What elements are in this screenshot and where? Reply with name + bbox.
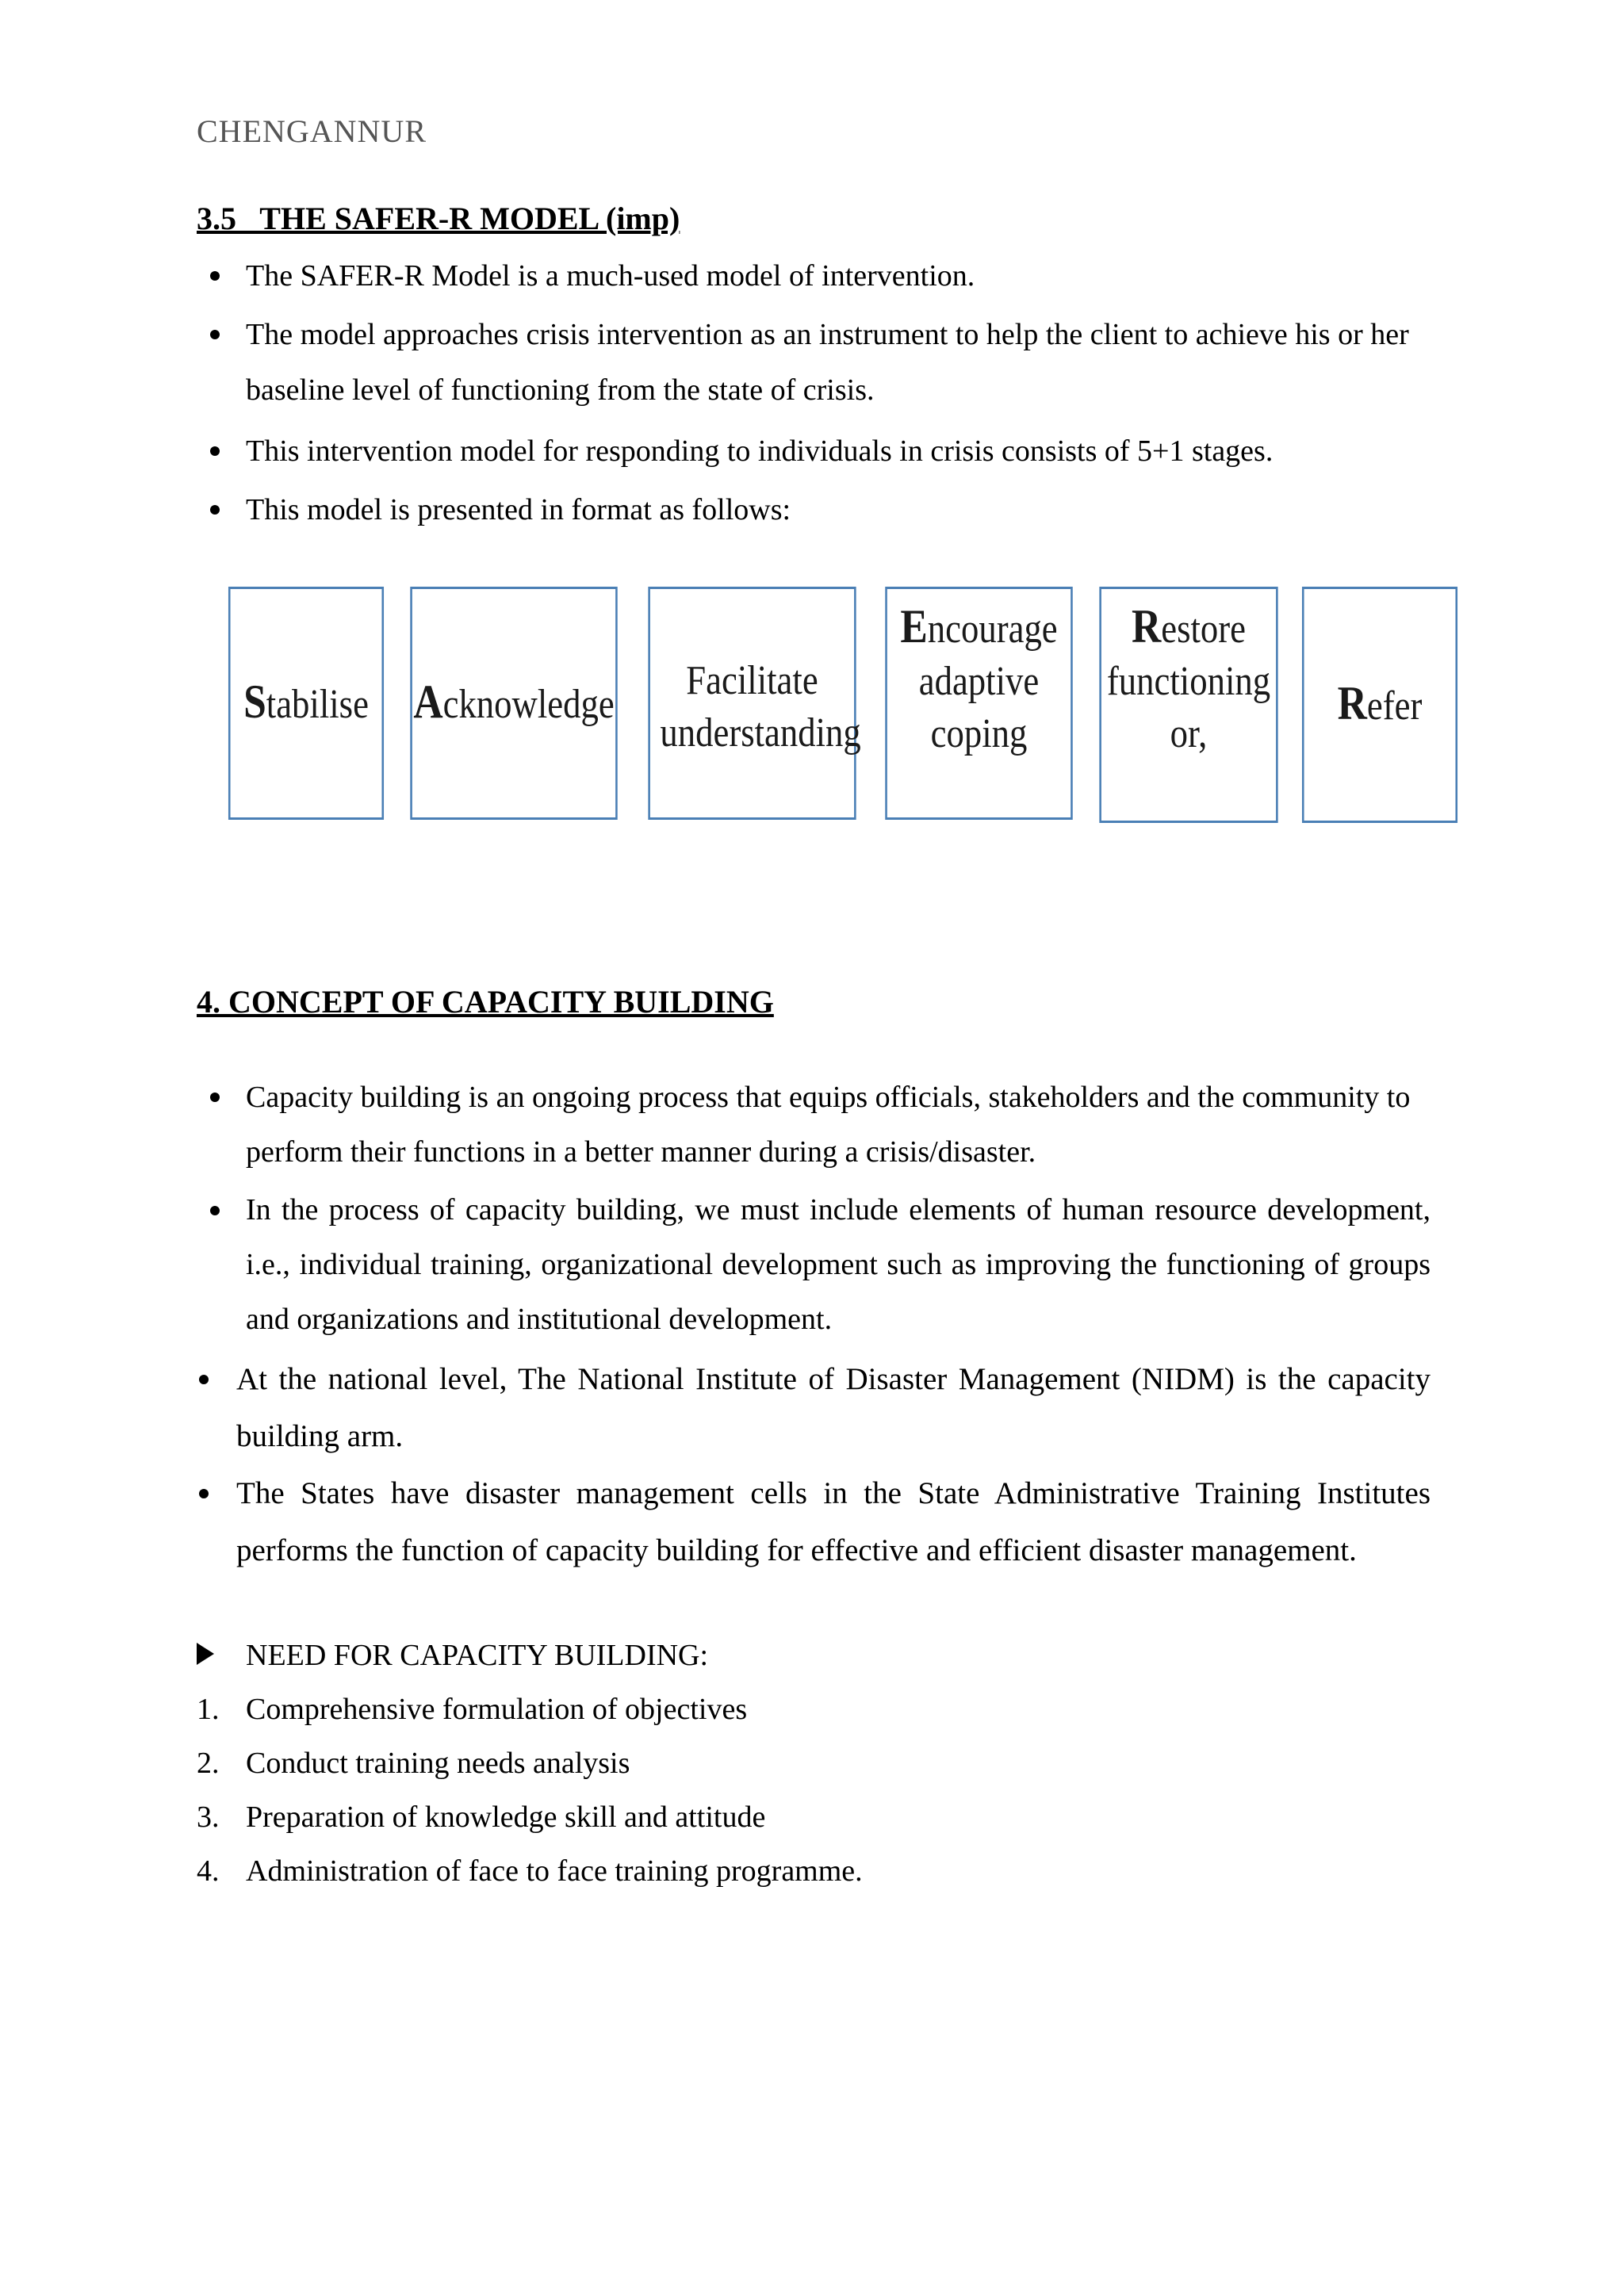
stage-restore — [1099, 587, 1277, 823]
section-3-5-bullet-2: The model approaches crisis intervention as an instrument to help the client to achieve his or her baseline level of functioning from the state of crisis. — [246, 318, 1409, 407]
bullet-dot — [199, 1489, 209, 1498]
need-item-number: 1. — [197, 1693, 220, 1726]
section-4-bullet-4: The States have disaster management cells in the State Administrative Training Institutes performs the function of capacity building for effective and efficient disaster management. — [236, 1476, 1431, 1567]
section-3-5-bullet-1: The SAFER-R Model is a much-used model of intervention. — [246, 259, 975, 293]
section-4-bullet-1: Capacity building is an ongoing process that equips officials, stakeholders and the community to perform their functions in a better manner during a crisis/disaster. — [246, 1081, 1411, 1169]
need-heading: NEED FOR CAPACITY BUILDING: — [246, 1639, 709, 1672]
need-item-text: Administration of face to face training programme. — [246, 1854, 863, 1888]
need-item-text: Preparation of knowledge skill and attitude — [246, 1800, 766, 1834]
section-3-5-heading: 3.5 THE SAFER-R MODEL (imp) — [197, 201, 680, 236]
need-item-text: Comprehensive formulation of objectives — [246, 1693, 748, 1726]
need-item-text: Conduct training needs analysis — [246, 1747, 630, 1780]
stage-label: Facilitate understanding — [660, 658, 861, 756]
stage-label: Stabilise — [243, 675, 369, 728]
stage-refer — [1302, 587, 1457, 823]
bullet-dot — [199, 1375, 209, 1384]
stage-label: Restore functioning or, — [1106, 600, 1271, 756]
bullet-dot — [210, 505, 220, 515]
stage-acknowledge — [410, 587, 617, 820]
section-3-5-bullet-4: This model is presented in format as follows: — [246, 493, 791, 526]
need-item-number: 2. — [197, 1747, 220, 1780]
bullet-dot — [210, 271, 220, 281]
section-4-heading: 4. CONCEPT OF CAPACITY BUILDING — [197, 984, 774, 1020]
need-item-number: 4. — [197, 1854, 220, 1888]
stage-facilitate — [648, 587, 861, 820]
page-header-cut — [197, 113, 514, 155]
bullet-dot — [210, 446, 220, 456]
safer-r-diagram — [216, 587, 1473, 823]
section-4-bullet-3: At the national level, The National Institute of Disaster Management (NIDM) is the capacity building arm. — [236, 1362, 1431, 1453]
stage-stabilise — [228, 587, 384, 820]
section-4-bullet-2: In the process of capacity building, we must include elements of human resource development, i.e., individual training, organizational development such as improving the functioning of groups and organizations and institutional development. — [246, 1193, 1431, 1336]
stage-label: Acknowledge — [413, 675, 615, 728]
arrow-bullet-icon — [197, 1643, 214, 1665]
need-item-number: 3. — [197, 1800, 220, 1834]
bullet-dot — [210, 330, 220, 339]
bullet-dot — [210, 1093, 220, 1102]
page-header-text: CHENGANNUR — [197, 113, 427, 149]
stage-label: Encourage adaptive coping — [900, 600, 1058, 756]
stage-encourage — [885, 587, 1073, 820]
section-3-5-bullet-3: This intervention model for responding to individuals in crisis consists of 5+1 stages. — [246, 434, 1274, 468]
stage-label: Refer — [1337, 677, 1423, 729]
bullet-dot — [210, 1206, 220, 1215]
